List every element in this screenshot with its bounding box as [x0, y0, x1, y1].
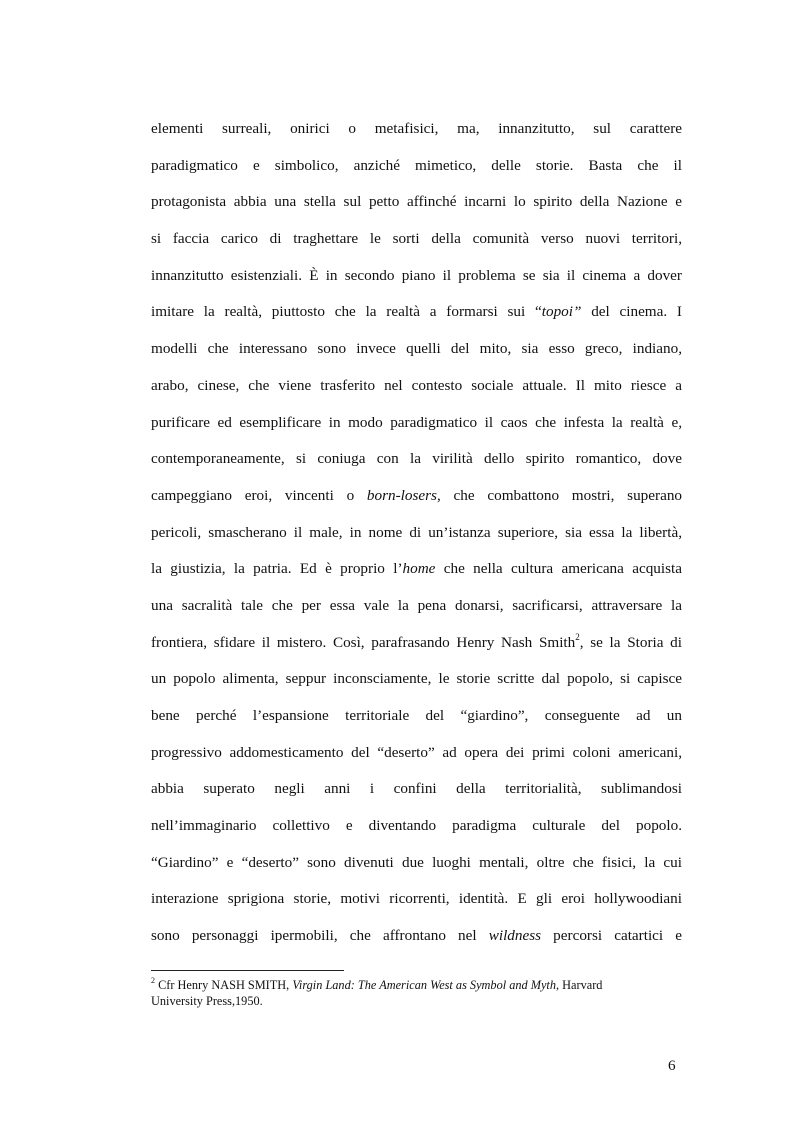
body-line: bene perché l’espansione territoriale del “giardino”, conseguente ad un	[151, 707, 682, 724]
body-line	[151, 478, 682, 515]
body-line	[151, 551, 682, 588]
line-text: percorsi catartici e	[541, 927, 682, 945]
body-line: modelli che interessano sono invece quelli del mito, sia esso greco, indiano,	[151, 340, 682, 358]
footnote-prefix: Cfr Henry NASH SMITH,	[155, 978, 293, 992]
body-line: arabo, cinese, che viene trasferito nel contesto sociale attuale. Il mito riesce a	[151, 376, 682, 394]
body-line: elementi surreali, onirici o metafisici, ma, innanzitutto, sul carattere	[151, 120, 682, 137]
line-text: del cinema. I	[581, 303, 682, 321]
line-text: sono personaggi ipermobili, che affrontano nel	[151, 927, 489, 945]
line-text: che nella cultura americana acquista	[435, 560, 682, 578]
footnote-suffix: , Harvard	[556, 978, 603, 992]
italic-term: born-losers	[366, 486, 437, 504]
page-number: 6	[668, 1057, 676, 1074]
body-line: interazione sprigiona storie, motivi ricorrenti, identità. E gli eroi hollywoodiani	[151, 890, 682, 908]
line-text: imitare la realtà, piuttosto che la realtà a formarsi sui “	[151, 303, 542, 321]
italic-term: home	[402, 560, 436, 578]
footnote	[151, 977, 682, 1009]
body-line: pericoli, smascherano il male, in nome di un’istanza superiore, sia essa la libertà,	[151, 523, 682, 541]
body-line: nell’immaginario collettivo e diventando paradigma culturale del popolo.	[151, 817, 682, 835]
body-text	[151, 111, 682, 955]
body-line	[151, 918, 682, 955]
body-line: paradigmatico e simbolico, anziché mimetico, delle storie. Basta che il	[151, 156, 682, 174]
italic-term: topoi”	[541, 303, 582, 321]
body-line: purificare ed esemplificare in modo paradigmatico il caos che infesta la realtà e,	[151, 413, 682, 431]
body-line: abbia superato negli anni i confini della territorialità, sublimandosi	[151, 780, 682, 798]
footnote-marker: 2	[151, 975, 155, 985]
body-line: innanzitutto esistenziali. È in secondo piano il problema se sia il cinema a dover	[151, 266, 682, 284]
body-line: una sacralità tale che per essa vale la pena donarsi, sacrificarsi, attraversare la	[151, 596, 682, 614]
footnote-reference: 2	[575, 631, 580, 642]
body-line	[151, 294, 682, 331]
footnote-title: Virgin Land: The American West as Symbol and Myth	[292, 978, 556, 992]
italic-term: wildness	[488, 927, 542, 945]
line-text: la giustizia, la patria. Ed è proprio l’	[151, 560, 403, 578]
footnote-line-2: University Press,1950.	[151, 994, 263, 1008]
line-text: , se la Storia di	[579, 633, 682, 651]
line-text: , che combattono mostri, superano	[436, 486, 682, 504]
body-line: contemporaneamente, si coniuga con la virilità dello spirito romantico, dove	[151, 450, 682, 468]
footnote-separator	[151, 970, 344, 971]
body-line	[151, 625, 682, 662]
body-line: “Giardino” e “deserto” sono divenuti due luoghi mentali, oltre che fisici, la cui	[151, 853, 682, 871]
line-text: campeggiano eroi, vincenti o	[151, 486, 367, 504]
body-line: un popolo alimenta, seppur inconsciamente, le storie scritte dal popolo, si capisce	[151, 670, 682, 688]
line-text: frontiera, sfidare il mistero. Così, parafrasando Henry Nash Smith	[151, 633, 576, 651]
footnote-line-1	[151, 977, 682, 993]
body-line: progressivo addomesticamento del “deserto” ad opera dei primi coloni americani,	[151, 743, 682, 761]
body-line: protagonista abbia una stella sul petto affinché incarni lo spirito della Nazione e	[151, 193, 682, 211]
body-line: si faccia carico di traghettare le sorti della comunità verso nuovi territori,	[151, 230, 682, 248]
